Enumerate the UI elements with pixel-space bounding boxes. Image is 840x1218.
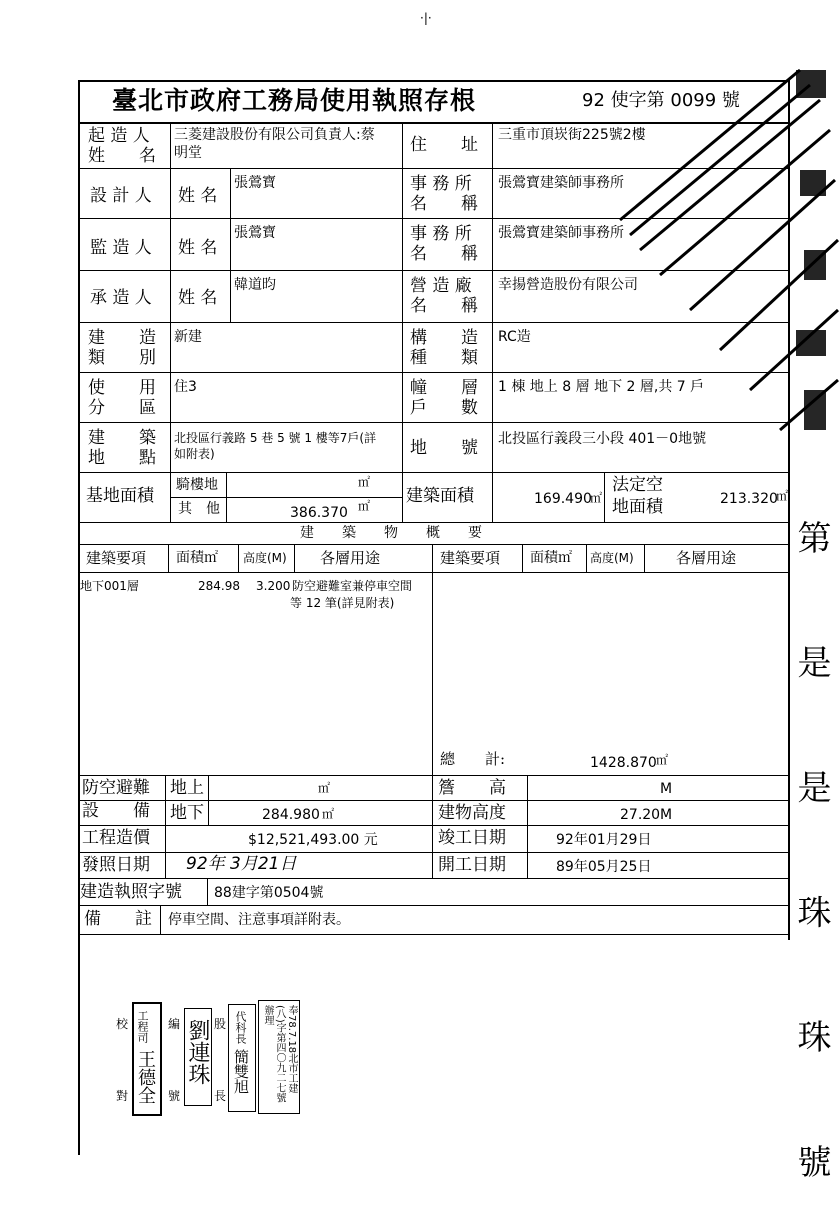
col-header-item: 建築要項 [86,549,147,567]
zone-label: 使 用 [88,378,156,398]
seal-text: 奉78.7.18北市工建(八)字第四〇九二七號辦理 [262,1005,297,1103]
cost-value: $12,521,493.00 元 [248,832,378,848]
row-use: 防空避難室兼停車空間 [292,579,413,593]
cost-label: 工程造價 [82,828,150,848]
building-height-label: 建物高度 [438,803,506,823]
page-title: 臺北市政府工務局使用執照存根 [112,86,477,115]
total-label: 總 計: [440,750,506,768]
designer-office-label2: 名 稱 [410,194,478,214]
build-type-label2: 類 別 [88,348,156,368]
proofread-label: 校 [116,1017,129,1031]
permit-value: 88建字第0504號 [214,885,324,901]
structure-label2: 種 類 [410,348,478,368]
building-area-value: 169.490 [534,491,592,507]
engineer-title: 工程司 [136,1010,149,1043]
zone-value: 住3 [174,379,197,395]
building-height-unit: M [660,807,673,823]
note-label: 備 註 [84,909,152,929]
deputy-title: 代科長 [234,1011,247,1044]
open-space-label2: 地面積 [612,497,663,517]
col-header-area: 面積㎡ [176,550,218,566]
engineer-stamp [132,1002,162,1116]
margin-characters: 第 是 是 珠 珠 號 [791,520,831,1218]
above-ground-unit: ㎡ [318,781,331,795]
section-chief-label-2: 長 [214,1089,227,1103]
build-type-value: 新建 [174,329,202,345]
units-value: 1 棟 地上 8 層 地下 2 層,共 7 戶 [498,379,705,395]
issue-date-label: 發照日期 [82,855,150,875]
units-label2: 戶 數 [410,398,478,418]
units-label: 幢 層 [410,378,478,398]
permit-number: 92 使字第 0099 號 [582,90,740,111]
deputy-stamp [228,1004,256,1112]
other-label: 其 他 [178,501,220,517]
supervisor-office-label: 事 務 所 [410,224,472,244]
zone-label2: 分 區 [88,398,156,418]
designer-office-label: 事 務 所 [410,174,472,194]
total-value: 1428.870 [590,755,657,771]
below-ground-label: 地下 [170,803,204,823]
site-label2: 地 點 [88,448,156,468]
col-header-item-2: 建築要項 [440,549,501,567]
designer-office: 張鶯寶建築師事務所 [498,175,624,191]
section-chief-label: 股 [214,1017,227,1031]
contractor-name-label: 姓 名 [178,288,218,308]
site-value-cont: 如附表) [174,447,215,461]
start-date-label: 開工日期 [438,855,506,875]
owner-value-cont: 明堂 [174,145,202,161]
designer-name: 張鶯寶 [234,175,276,191]
official-seal-watermark [600,60,840,480]
col-header-height-2: 高度(M) [590,551,634,565]
owner-label: 起 造 人 [88,126,150,146]
site-label: 建 築 [88,428,156,448]
supervisor-name: 張鶯寶 [234,225,276,241]
open-space-label: 法定空 [612,475,663,495]
above-ground-label: 地上 [170,778,204,798]
below-ground-value: 284.980 [262,807,320,823]
designer-label: 設 計 人 [90,186,152,206]
number-label-2: 號 [168,1089,181,1103]
total-unit: ㎡ [656,753,669,767]
col-header-use: 各層用途 [320,549,381,567]
other-unit: ㎡ [358,499,371,513]
note-value: 停車空間、注意事項詳附表。 [168,912,350,928]
eave-unit: M [660,781,673,797]
structure-label: 構 造 [410,328,478,348]
arcade-label: 騎樓地 [176,477,218,493]
open-space-unit: ㎡ [776,489,789,503]
structure-value: RC造 [498,329,531,345]
row-floor: 地下001層 [80,579,139,593]
eave-label: 簷 高 [438,778,506,798]
chief-stamp [184,1008,212,1106]
contractor-office-label: 營 造 廠 [410,276,472,296]
contractor-office: 幸揚營造股份有限公司 [498,277,638,293]
below-ground-unit: ㎡ [322,807,335,821]
contractor-name: 韓道昀 [234,277,276,293]
row-use-cont: 等 12 筆(詳見附表) [290,596,395,610]
owner-name-label: 姓 名 [88,146,156,166]
site-area-label: 基地面積 [86,486,154,506]
designer-name-label: 姓 名 [178,186,218,206]
row-area: 284.98 [198,579,240,593]
chief-name: 劉連珠 [185,1019,210,1085]
build-type-label: 建 造 [88,328,156,348]
supervisor-office-label2: 名 稱 [410,244,478,264]
building-area-unit: ㎡ [590,491,603,505]
building-area-label: 建築面積 [406,486,474,506]
issue-date-value: 92年 3月21日 [186,854,297,874]
contractor-label: 承 造 人 [90,288,152,308]
owner-value: 三菱建設股份有限公司負責人:蔡 [174,127,375,143]
other-value: 386.370 [290,505,348,521]
building-height-value: 27.20 [620,807,661,823]
col-header-area-2: 面積㎡ [530,550,572,566]
address-label: 住 址 [410,135,478,155]
permit-label: 建造執照字號 [80,882,182,902]
address-value: 三重市頂崁街225號2樓 [498,127,646,143]
overview-title: 建 築 物 概 要 [300,525,482,541]
shelter-label2: 設 備 [82,801,150,821]
col-header-use-2: 各層用途 [676,549,737,567]
lot-value: 北投區行義段三小段 401－0地號 [498,431,707,447]
row-height: 3.200 [256,579,291,593]
completion-date-value: 92年01月29日 [556,832,652,848]
number-label: 編 [168,1017,181,1031]
site-value: 北投區行義路 5 巷 5 號 1 樓等7戶(詳 [174,431,377,445]
completion-date-label: 竣工日期 [438,828,506,848]
supervisor-name-label: 姓 名 [178,238,218,258]
authority-seal [258,1000,300,1114]
supervisor-label: 監 造 人 [90,238,152,258]
start-date-value: 89年05月25日 [556,859,652,875]
arcade-unit: ㎡ [358,475,371,489]
engineer-name: 王德全 [135,1050,156,1104]
deputy-name: 簡雙旭 [232,1049,250,1094]
supervisor-office: 張鶯寶建築師事務所 [498,225,624,241]
proofread-label-2: 對 [116,1089,129,1103]
lot-label: 地 號 [410,438,478,458]
col-header-height: 高度(M) [243,551,287,565]
stamp-block [112,998,302,1118]
open-space-value: 213.320 [720,491,778,507]
contractor-office-label2: 名 稱 [410,296,478,316]
shelter-label: 防空避難 [82,778,150,798]
